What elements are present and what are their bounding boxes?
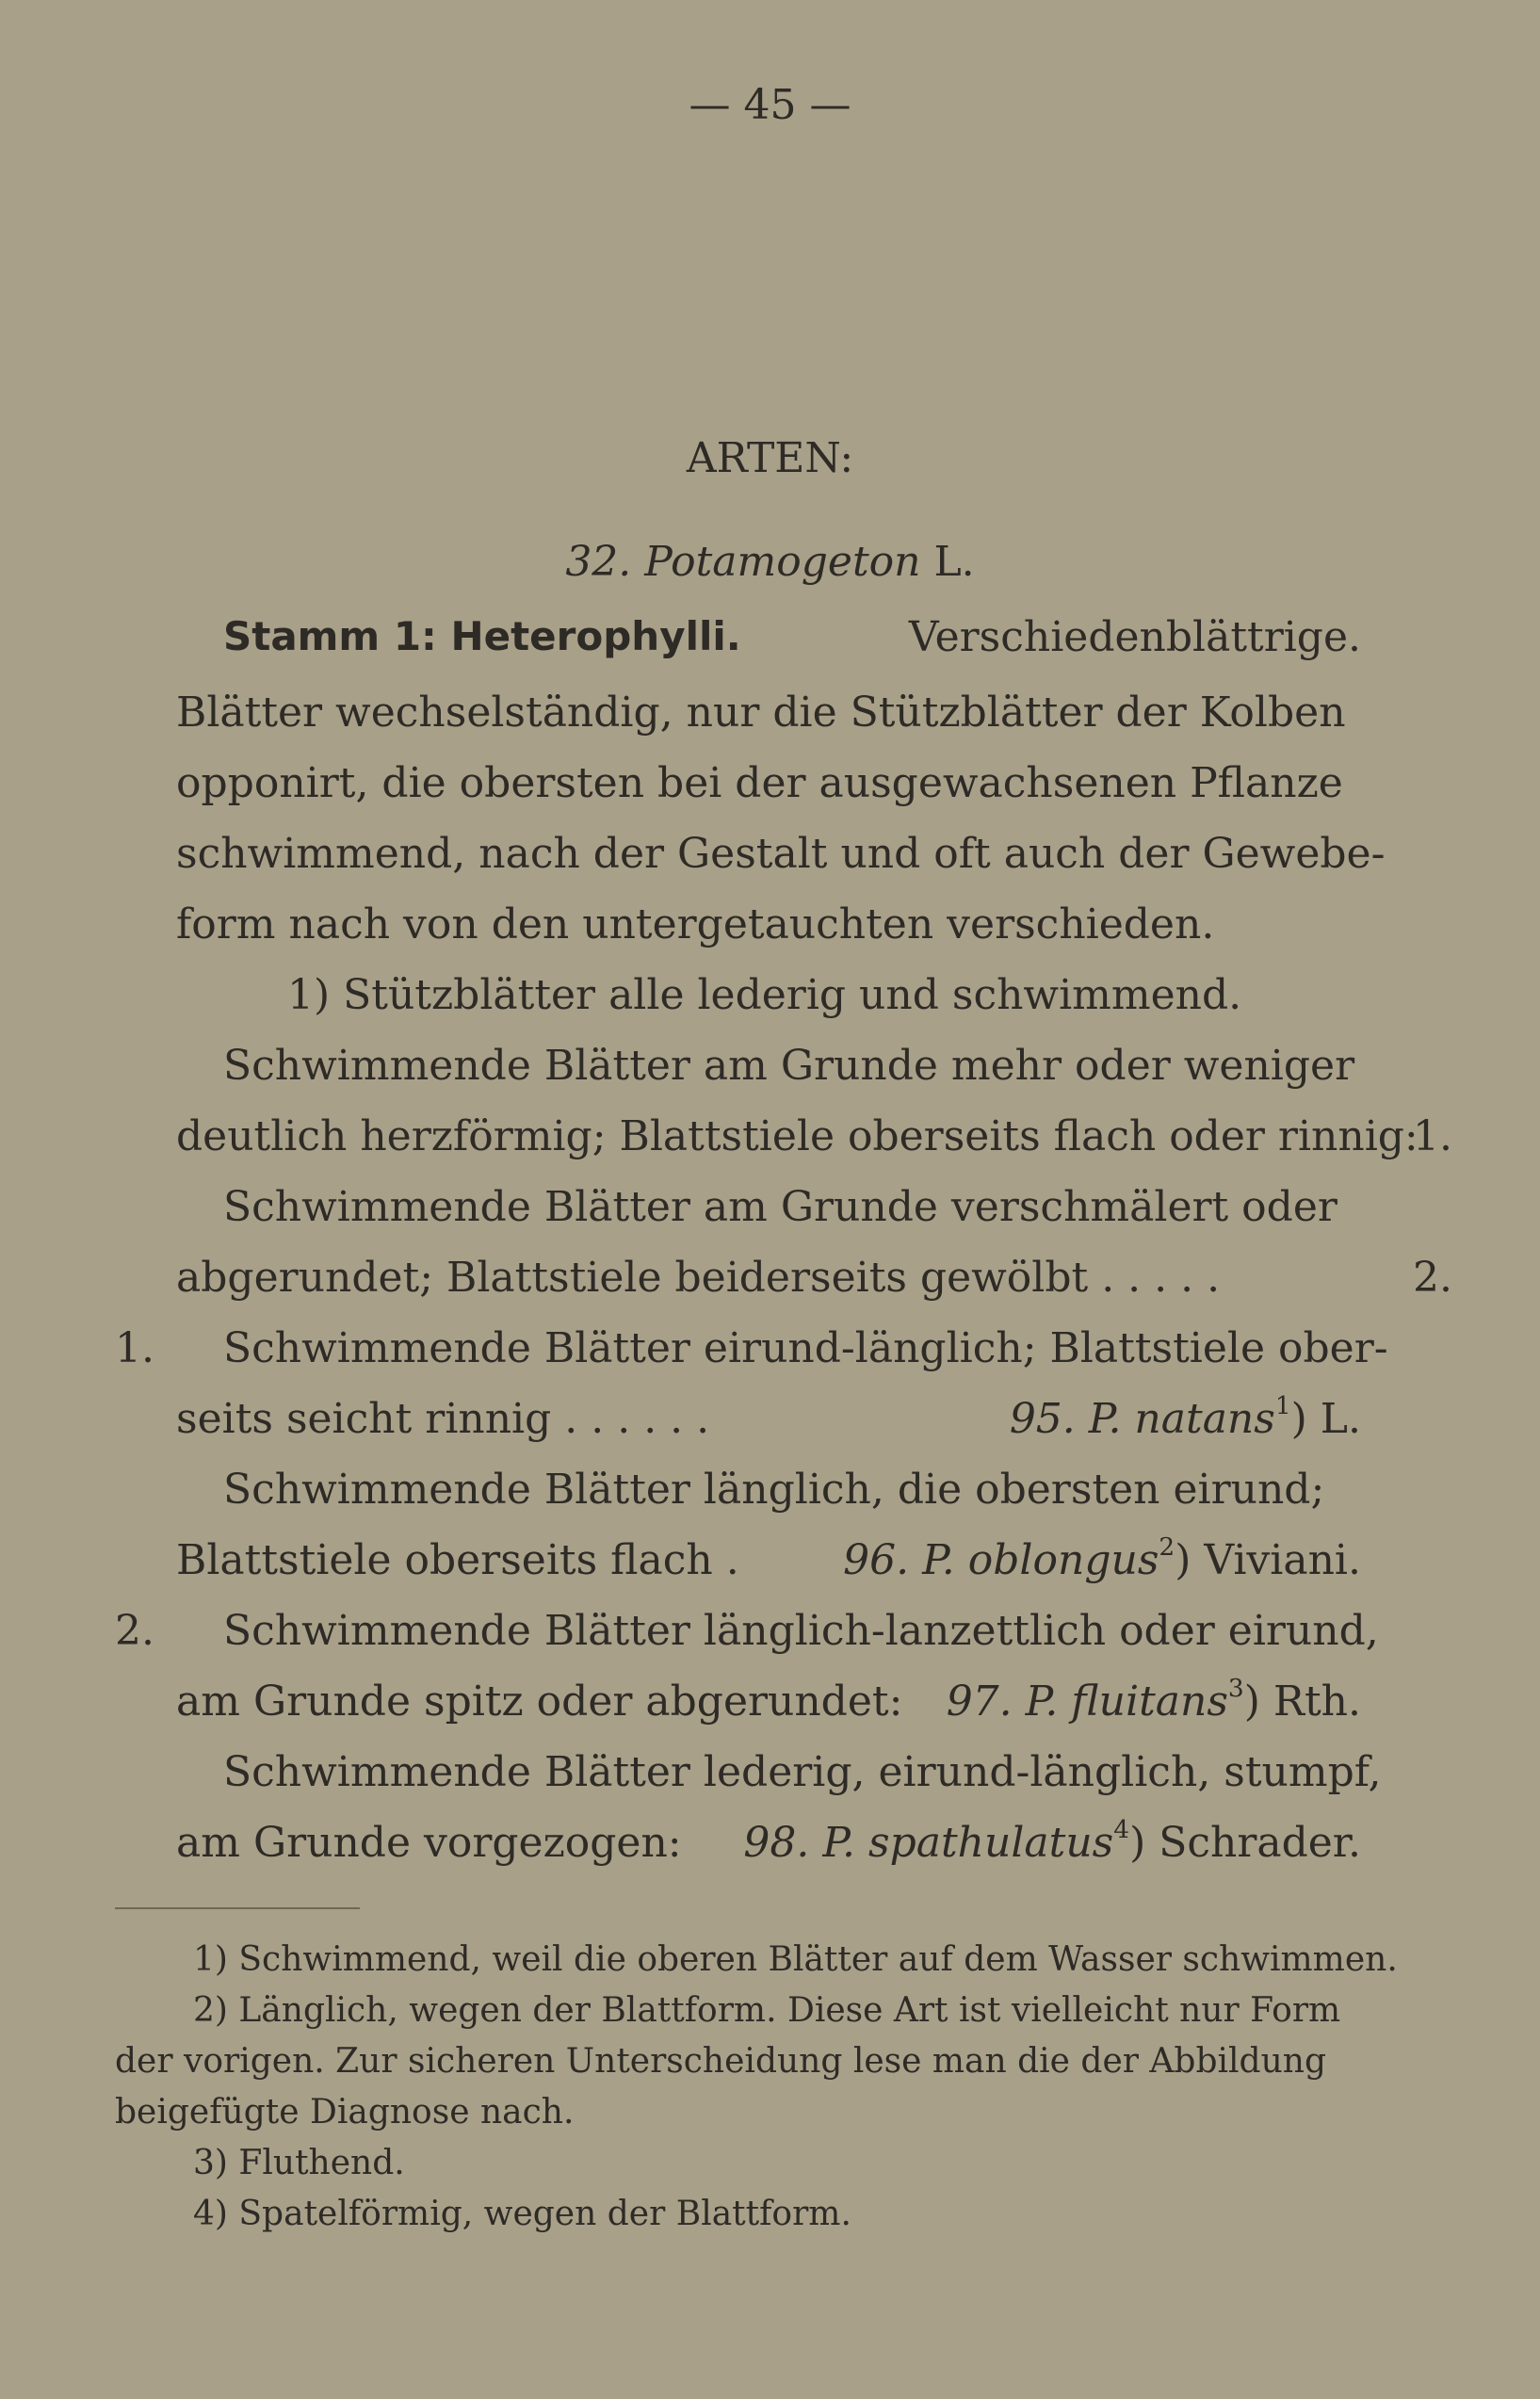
stem-text: Verschiedenblättrige. (908, 613, 1361, 661)
footnote-2-line-2: der vorigen. Zur sicheren Unterscheidung lese man die der Abbildung (115, 2042, 1326, 2081)
key-d-line-2 (176, 1532, 1361, 1584)
stem-line-3: opponirt, die obersten bei der ausgewachsenen Pflanze (176, 759, 1343, 807)
footnote-ref-2: 2 (1159, 1532, 1175, 1563)
footnote-3: 3) Fluthend. (193, 2144, 405, 2182)
key-g-line-1: Schwimmende Blätter lederig, eirund-länglich, stumpf, (223, 1748, 1382, 1796)
key-e-species-entry (946, 1674, 1361, 1726)
key-b-ref: 2. (1413, 1254, 1452, 1302)
footnote-4: 4) Spatelförmig, wegen der Blattform. (193, 2195, 851, 2233)
genus-title (0, 538, 1540, 586)
key-a-line-2: deutlich herzförmig; Blattstiele oberseits flach oder rinnig: (176, 1112, 1418, 1160)
stem-line-5: form nach von den untergetauchten verschieden. (176, 900, 1215, 948)
footnote-ref-1: 1 (1274, 1391, 1291, 1421)
footnote-ref-4: 4 (1113, 1815, 1130, 1845)
genus-number: 32. (565, 538, 632, 586)
key-e-line-2 (176, 1674, 1361, 1726)
species-author: ) L. (1290, 1395, 1361, 1443)
species-author: ) Schrader. (1129, 1819, 1361, 1867)
key-b-line-2: abgerundet; Blattstiele beiderseits gewölbt . . . . . (176, 1254, 1221, 1302)
footnote-ref-3: 3 (1227, 1674, 1244, 1704)
genus-name: Potamogeton (644, 538, 921, 586)
stem-line-4: schwimmend, nach der Gestalt und oft auch der Gewebe- (176, 830, 1386, 878)
key-d-line-1: Schwimmende Blätter länglich, die obersten eirund; (223, 1466, 1325, 1514)
stem-line-1 (223, 613, 1361, 661)
section-heading: ARTEN: (686, 434, 854, 482)
key-intro: 1) Stützblätter alle lederig und schwimmend. (287, 971, 1242, 1019)
species-author: ) Rth. (1243, 1678, 1361, 1726)
key-e-line-1: Schwimmende Blätter länglich-lanzettlich oder eirund, (223, 1607, 1379, 1655)
key-c-text: seits seicht rinnig . . . . . . (176, 1395, 710, 1443)
footnote-2-line-3: beigefügte Diagnose nach. (115, 2093, 575, 2132)
key-e-text: am Grunde spitz oder abgerundet: (176, 1678, 903, 1726)
key-c-species-entry (1009, 1391, 1361, 1443)
footnote-1: 1) Schwimmend, weil die oberen Blätter auf dem Wasser schwimmen. (193, 1940, 1398, 1979)
key-number-2: 2. (115, 1607, 154, 1655)
stem-line-2: Blätter wechselständig, nur die Stützblätter der Kolben (176, 689, 1346, 737)
key-c-line-2 (176, 1391, 1361, 1443)
species-oblongus: 96. P. oblongus (843, 1536, 1159, 1584)
key-g-line-2 (176, 1815, 1361, 1867)
key-g-text: am Grunde vorgezogen: (176, 1819, 682, 1867)
species-fluitans: 97. P. fluitans (946, 1678, 1228, 1726)
key-d-species-entry (843, 1532, 1361, 1584)
key-c-line-1: Schwimmende Blätter eirund-länglich; Blattstiele ober- (223, 1324, 1388, 1372)
species-spathulatus: 98. P. spathulatus (743, 1819, 1114, 1867)
key-number-1: 1. (115, 1324, 154, 1372)
genus-author: L. (933, 538, 975, 586)
species-natans: 95. P. natans (1009, 1395, 1275, 1443)
page-number: — 45 — (689, 81, 851, 129)
stem-label: Stamm 1: Heterophylli. (223, 613, 741, 659)
footnote-divider (115, 1907, 360, 1909)
species-author: ) Viviani. (1175, 1536, 1361, 1584)
key-a-line-1: Schwimmende Blätter am Grunde mehr oder weniger (223, 1042, 1355, 1090)
key-b-line-1: Schwimmende Blätter am Grunde verschmälert oder (223, 1183, 1337, 1231)
footnote-2-line-1: 2) Länglich, wegen der Blattform. Diese Art ist vielleicht nur Form (193, 1991, 1341, 2030)
key-d-text: Blattstiele oberseits flach . (176, 1536, 739, 1584)
key-a-ref: 1. (1413, 1112, 1452, 1160)
key-g-species-entry (743, 1815, 1361, 1867)
